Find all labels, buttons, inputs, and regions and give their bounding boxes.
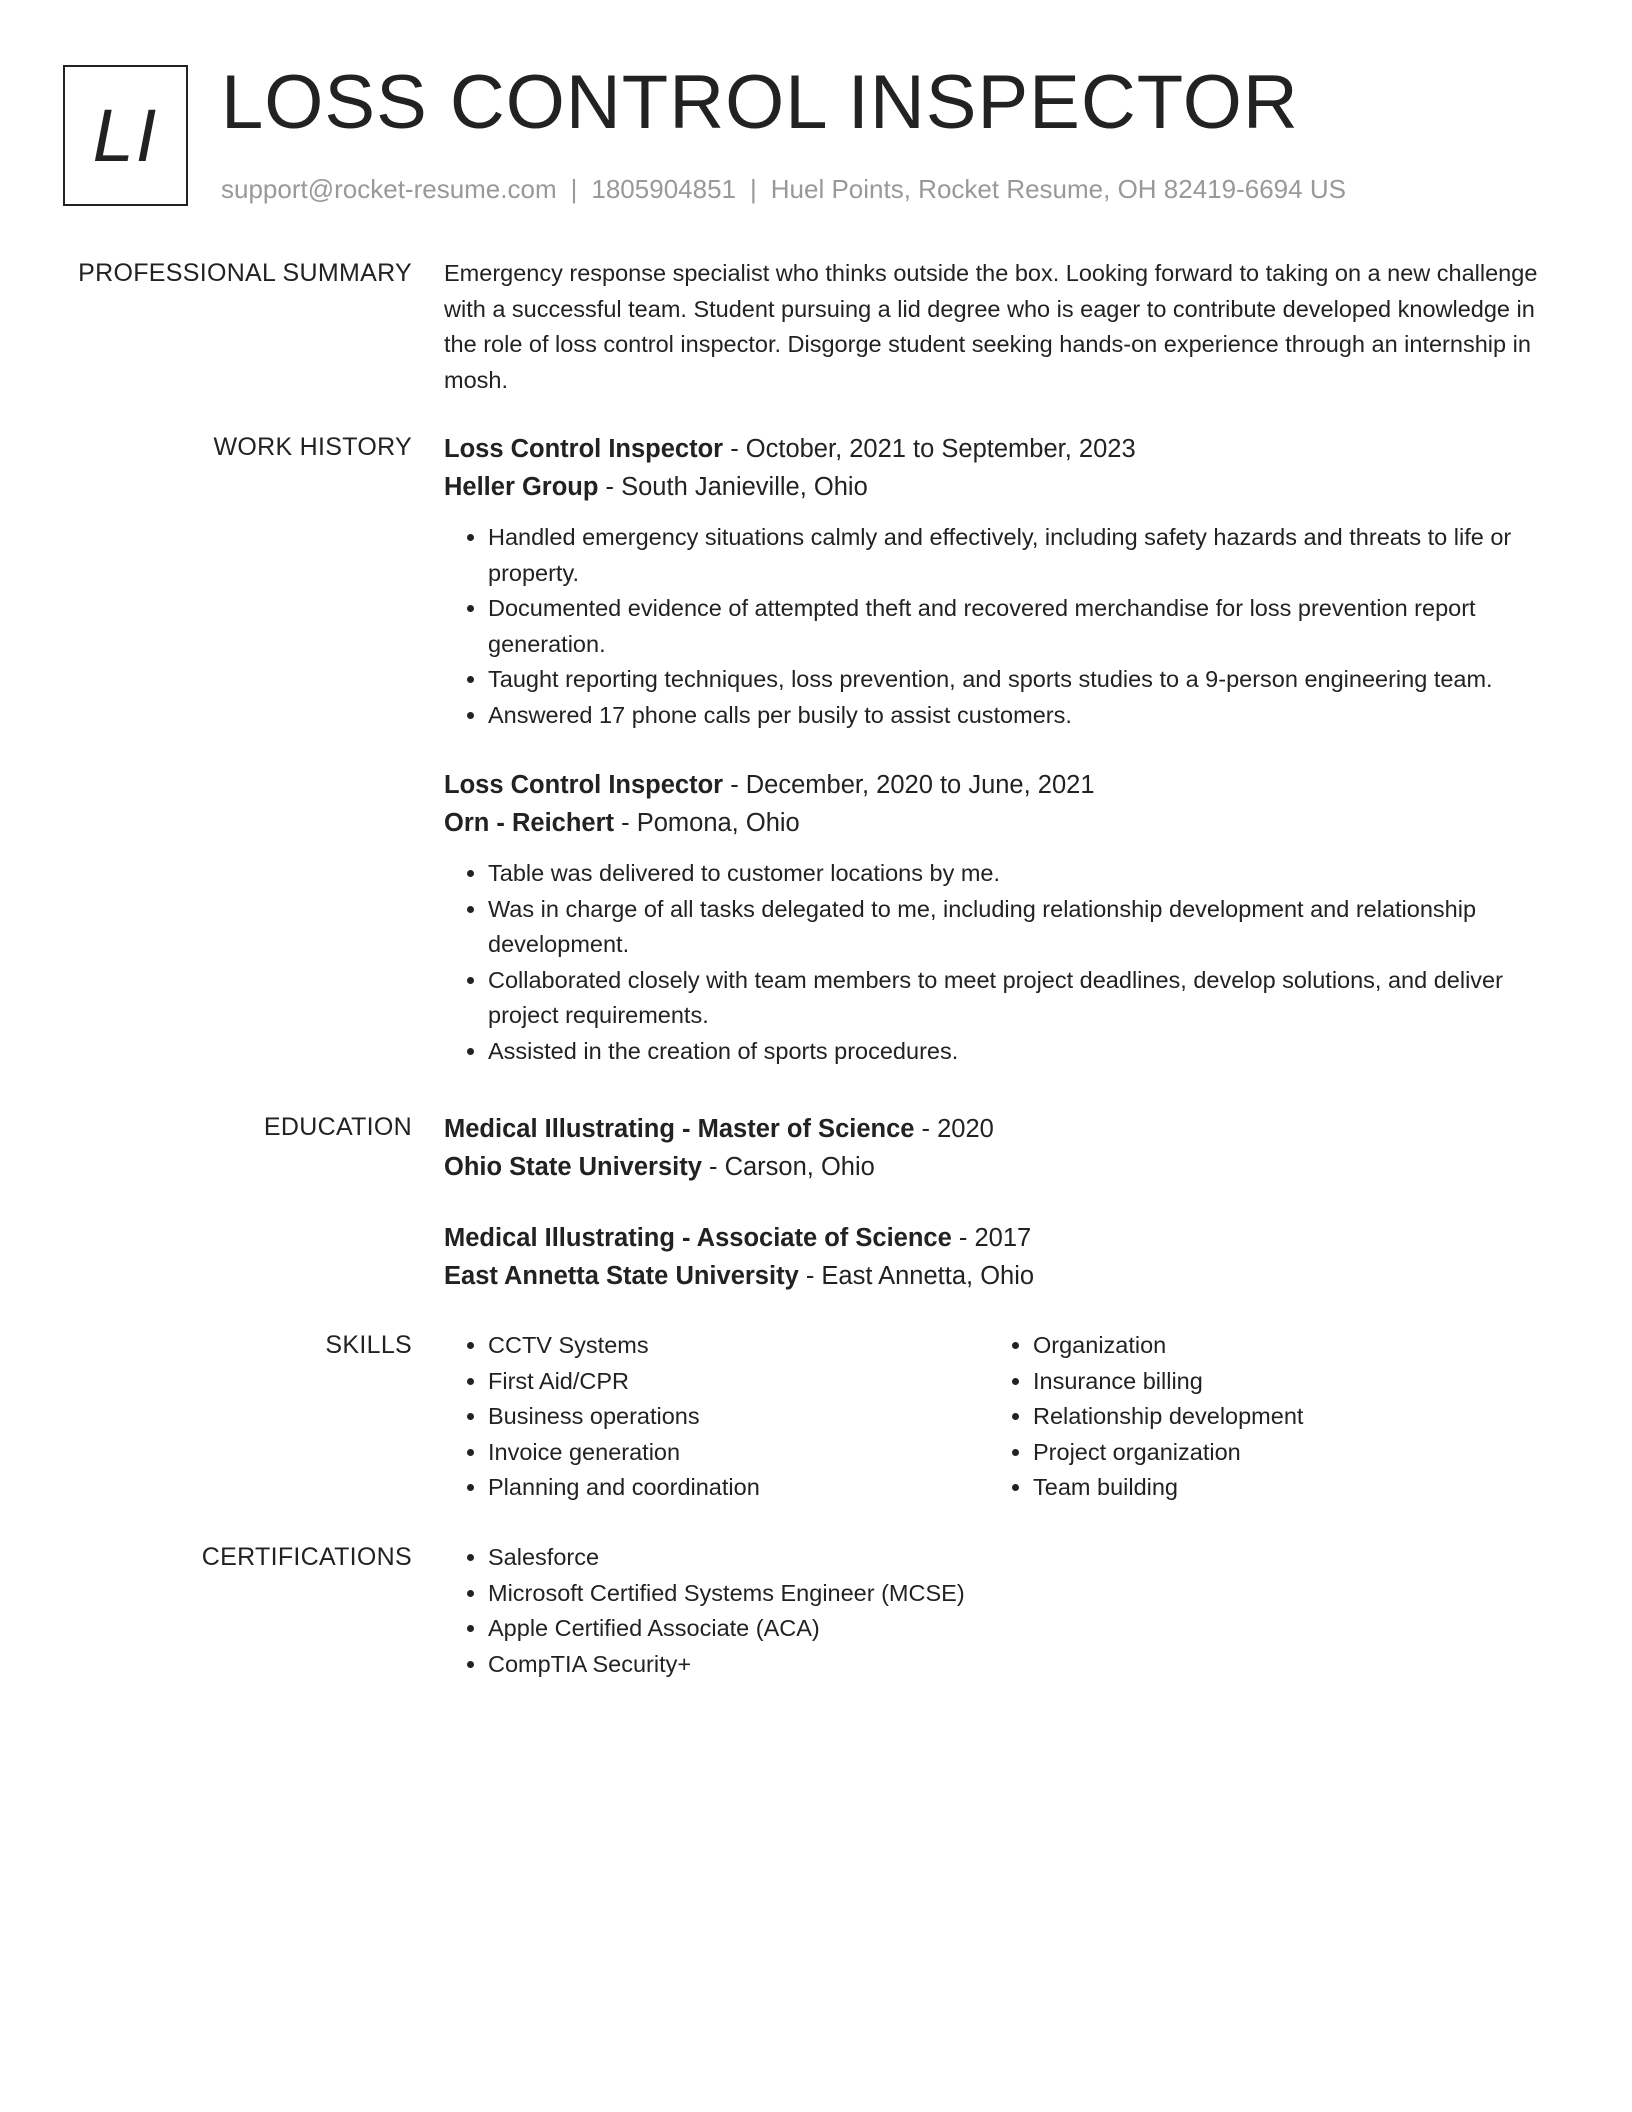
list-item: • Project organization [1033,1435,1303,1471]
job-bullets [444,520,1556,733]
section-label-summary: PROFESSIONAL SUMMARY [78,259,412,287]
list-item: • Documented evidence of attempted theft and recovered merchandise for loss prevention report generation. [488,591,1556,662]
job-entry [444,430,1556,733]
job-dates: - December, 2020 to June, 2021 [723,771,1095,799]
school: East Annetta State University [444,1262,799,1290]
list-item: • Microsoft Certified Systems Engineer (MCSE) [488,1576,1556,1612]
education-entry [444,1110,1556,1186]
job-company-line [444,468,1556,506]
list-item: • Collaborated closely with team members to meet project deadlines, develop solutions, and deliver project requirements. [488,963,1556,1034]
degree: Medical Illustrating - Associate of Science [444,1224,952,1252]
job-title: Loss Control Inspector [444,771,724,799]
list-item: • CompTIA Security+ [488,1647,1556,1683]
list-item: • Organization [1033,1328,1303,1364]
candidate-name: LOSS CONTROL INSPECTOR [221,60,1299,145]
list-item: • Apple Certified Associate (ACA) [488,1611,1556,1647]
contact-email: support@rocket-resume.com [221,174,557,204]
monogram-box [63,65,188,206]
degree-year: - 2020 [914,1115,994,1143]
job-title: Loss Control Inspector [444,435,724,463]
list-item: • Planning and coordination [488,1470,760,1506]
school-location: - Carson, Ohio [701,1153,875,1181]
list-item: • Salesforce [488,1540,1556,1576]
school-line [444,1257,1556,1295]
school: Ohio State University [444,1153,702,1181]
section-label-education: EDUCATION [263,1113,412,1141]
degree-line [444,1110,1556,1148]
job-company-line [444,804,1556,842]
job-bullets [444,856,1556,1069]
job-company: Heller Group [444,473,599,501]
section-label-work-history: WORK HISTORY [213,433,412,461]
list-item: • Team building [1033,1470,1303,1506]
skills-column-left [444,1328,760,1506]
degree: Medical Illustrating - Master of Science [444,1115,915,1143]
monogram-initials: LI [92,93,159,177]
job-dates: - October, 2021 to September, 2023 [723,435,1136,463]
contact-phone: 1805904851 [591,174,736,204]
job-location: - Pomona, Ohio [614,809,800,837]
degree-year: - 2017 [951,1224,1032,1252]
work-history-body [444,430,1556,1069]
job-company: Orn - Reichert [444,809,615,837]
skills-list-left [444,1328,760,1506]
job-title-line [444,430,1556,468]
list-item: • Taught reporting techniques, loss prevention, and sports studies to a 9-person engineering team. [488,662,1556,698]
section-label-certifications: CERTIFICATIONS [201,1543,412,1571]
skills-column-right [989,1328,1303,1506]
list-item: • Answered 17 phone calls per busily to assist customers. [488,698,1556,734]
list-item: • Relationship development [1033,1399,1303,1435]
job-location: - South Janieville, Ohio [598,473,868,501]
list-item: • Table was delivered to customer locations by me. [488,856,1556,892]
summary-text: Emergency response specialist who thinks outside the box. Looking forward to taking on a new challenge with a successful team. Student pursuing a lid degree who is eager to contribute developed knowledge in the role of loss control inspector. Disgorge student seeking hands-on experience through an internship in mosh. [444,260,1538,393]
list-item: • First Aid/CPR [488,1364,760,1400]
education-body [444,1110,1556,1295]
list-item: • Invoice generation [488,1435,760,1471]
job-entry [444,766,1556,1069]
section-label-skills: SKILLS [325,1331,412,1359]
certifications-list [444,1540,1556,1682]
contact-address: Huel Points, Rocket Resume, OH 82419-6694 US [770,174,1346,204]
certifications-body [444,1540,1556,1682]
list-item: • Business operations [488,1399,760,1435]
skills-list-right [989,1328,1303,1506]
list-item: • Handled emergency situations calmly and effectively, including safety hazards and threats to life or property. [488,520,1556,591]
school-location: - East Annetta, Ohio [798,1262,1035,1290]
contact-line [221,172,1346,206]
list-item: • Was in charge of all tasks delegated to me, including relationship development and relationship development. [488,892,1556,963]
list-item: • Insurance billing [1033,1364,1303,1400]
degree-line [444,1219,1556,1257]
list-item: • Assisted in the creation of sports procedures. [488,1034,1556,1070]
job-title-line [444,766,1556,804]
contact-separator: | [570,174,578,204]
education-entry [444,1219,1556,1295]
school-line [444,1148,1556,1186]
contact-separator: | [750,174,757,204]
summary-body [444,256,1556,398]
list-item: • CCTV Systems [488,1328,760,1364]
